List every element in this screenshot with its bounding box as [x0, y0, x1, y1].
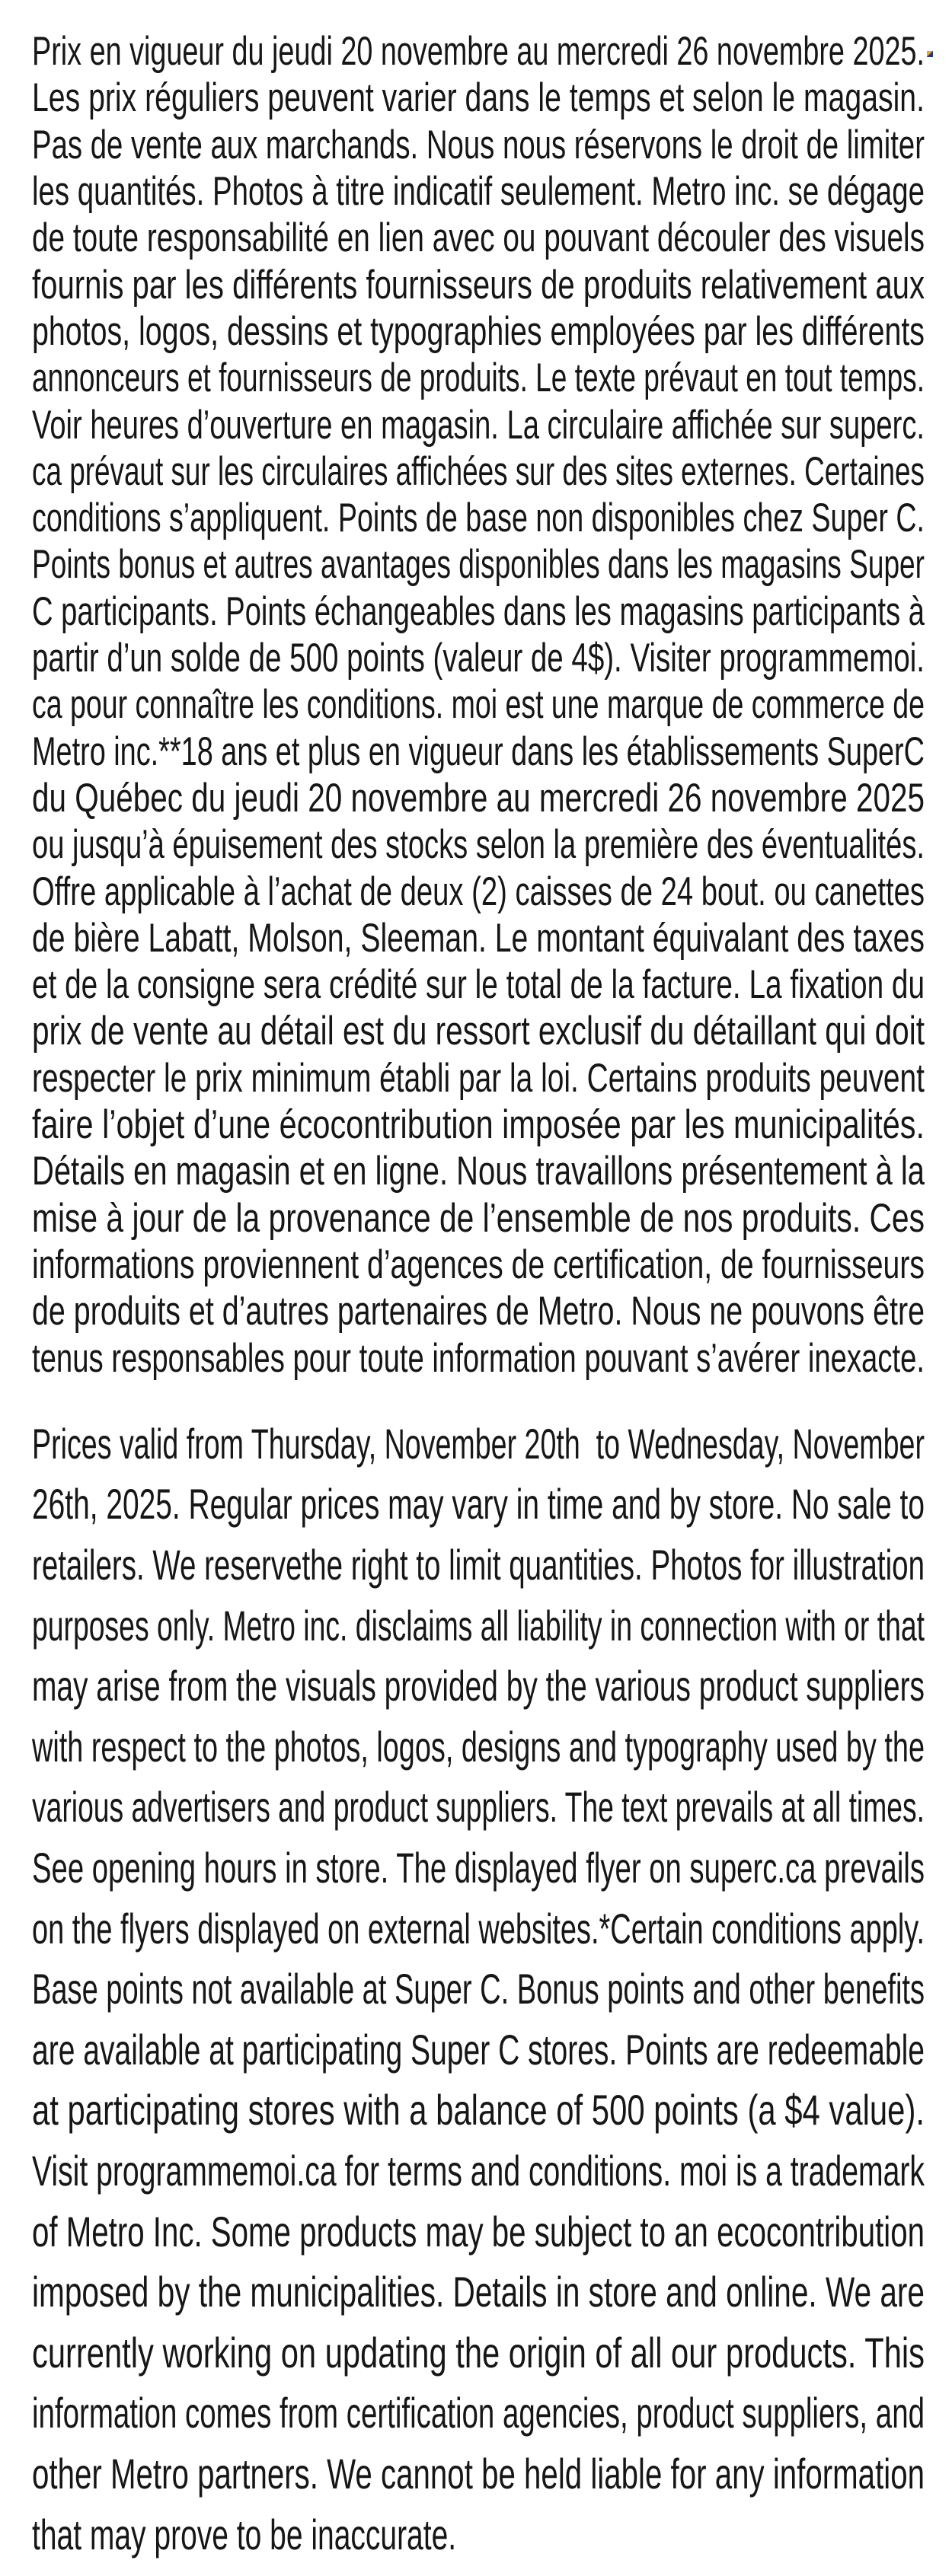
disclaimer-line: Détails en magasin et en ligne. Nous travaillons présentement à la	[32, 1149, 925, 1194]
disclaimer-line: faire l’objet d’une écocontribution imposée par les municipalités.	[32, 1102, 925, 1147]
disclaimer-line: partir d’un solde de 500 points (valeur de 4$). Visiter programmemoi.	[32, 636, 925, 681]
disclaimer-line: de toute responsabilité en lien avec ou pouvant découler des visuels	[32, 215, 925, 261]
disclaimer-line: ou jusqu’à épuisement des stocks selon la première des éventualités.	[32, 822, 925, 868]
disclaimer-line: ca pour connaître les conditions. moi est une marque de commerce de	[32, 682, 925, 728]
disclaimer-line: retailers. We reservethe right to limit quantities. Photos for illustration	[32, 1540, 925, 1589]
disclaimer-line: other Metro partners. We cannot be held liable for any information	[32, 2449, 925, 2498]
disclaimer-line: mise à jour de la provenance de l’ensemble de nos produits. Ces	[32, 1195, 925, 1241]
disclaimer-line: Points bonus et autres avantages disponibles dans les magasins Super	[32, 542, 925, 588]
disclaimer-line: informations proviennent d’agences de certification, de fournisseurs	[32, 1242, 925, 1287]
disclaimer-line: See opening hours in store. The displayed flyer on superc.ca prevails	[32, 1843, 925, 1892]
disclaimer-line: Prix en vigueur du jeudi 20 novembre au mercredi 26 novembre 2025.	[32, 29, 925, 75]
disclaimer-line: respecter le prix minimum établi par la loi. Certains produits peuvent	[32, 1055, 925, 1101]
disclaimer-line: Metro inc.**18 ans et plus en vigueur dans les établissements SuperC	[32, 728, 925, 774]
disclaimer-line: annonceurs et fournisseurs de produits. Le texte prévaut en tout temps.	[32, 355, 925, 401]
disclaimer-line: Base points not available at Super C. Bonus points and other benefits	[32, 1965, 925, 2013]
disclaimer-line: on the flyers displayed on external websites.*Certain conditions apply.	[32, 1904, 925, 1953]
disclaimer-line: prix de vente au détail est du ressort exclusif du détaillant qui doit	[32, 1009, 925, 1054]
disclaimer-line: Voir heures d’ouverture en magasin. La circulaire affichée sur superc.	[32, 402, 925, 448]
disclaimer-line: with respect to the photos, logos, designs and typography used by the	[32, 1722, 925, 1771]
disclaimer-line: les quantités. Photos à titre indicatif seulement. Metro inc. se dégage	[32, 169, 925, 214]
disclaimer-line: tenus responsables pour toute information pouvant s’avérer inexacte.	[32, 1335, 925, 1381]
disclaimer-line: Offre applicable à l’achat de deux (2) caisses de 24 bout. ou canettes	[32, 869, 925, 914]
disclaimer-line: ca prévaut sur les circulaires affichées sur des sites externes. Certaines	[32, 448, 925, 494]
disclaimer-line: Visit programmemoi.ca for terms and conditions. moi is a trademark	[32, 2146, 925, 2195]
disclaimer-line: et de la consigne sera crédité sur le total de la facture. La fixation du	[32, 962, 925, 1008]
disclaimer-line: Les prix réguliers peuvent varier dans le temps et selon le magasin.	[32, 75, 925, 121]
disclaimer-line: du Québec du jeudi 20 novembre au mercredi 26 novembre 2025	[32, 775, 925, 821]
disclaimer-line: currently working on updating the origin of all our products. This	[32, 2328, 925, 2377]
disclaimer-line: imposed by the municipalities. Details in store and online. We are	[32, 2268, 925, 2316]
corner-mark-icon	[927, 51, 933, 57]
disclaimer-line: of Metro Inc. Some products may be subject to an ecocontribution	[32, 2207, 925, 2256]
disclaimer-line: C participants. Points échangeables dans les magasins participants à	[32, 588, 925, 634]
disclaimer-line: information comes from certification agencies, product suppliers, and	[32, 2389, 925, 2437]
disclaimer-line: 26th, 2025. Regular prices may vary in time and by store. No sale to	[32, 1480, 925, 1529]
disclaimer-line: de produits et d’autres partenaires de Metro. Nous ne pouvons être	[32, 1289, 925, 1334]
disclaimer-line: may arise from the visuals provided by the various product suppliers	[32, 1662, 925, 1710]
disclaimer-line: de bière Labatt, Molson, Sleeman. Le montant équivalant des taxes	[32, 915, 925, 961]
disclaimer-line: Pas de vente aux marchands. Nous nous réservons le droit de limiter	[32, 122, 925, 167]
disclaimer-line: purposes only. Metro inc. disclaims all liability in connection with or that	[32, 1601, 925, 1650]
disclaimer-line: that may prove to be inaccurate.	[32, 2510, 457, 2558]
disclaimer-line: various advertisers and product suppliers. The text prevails at all times.	[32, 1783, 925, 1832]
disclaimer-line: conditions s’appliquent. Points de base non disponibles chez Super C.	[32, 496, 925, 541]
disclaimer-line: are available at participating Super C stores. Points are redeemable	[32, 2025, 925, 2074]
disclaimer-line: at participating stores with a balance of 500 points (a $4 value).	[32, 2086, 925, 2134]
disclaimer-line: Prices valid from Thursday, November 20th to Wednesday, November	[32, 1419, 925, 1468]
disclaimer-line: photos, logos, dessins et typographies employées par les différents	[32, 308, 925, 354]
disclaimer-line: fournis par les différents fournisseurs de produits relativement aux	[32, 262, 925, 308]
